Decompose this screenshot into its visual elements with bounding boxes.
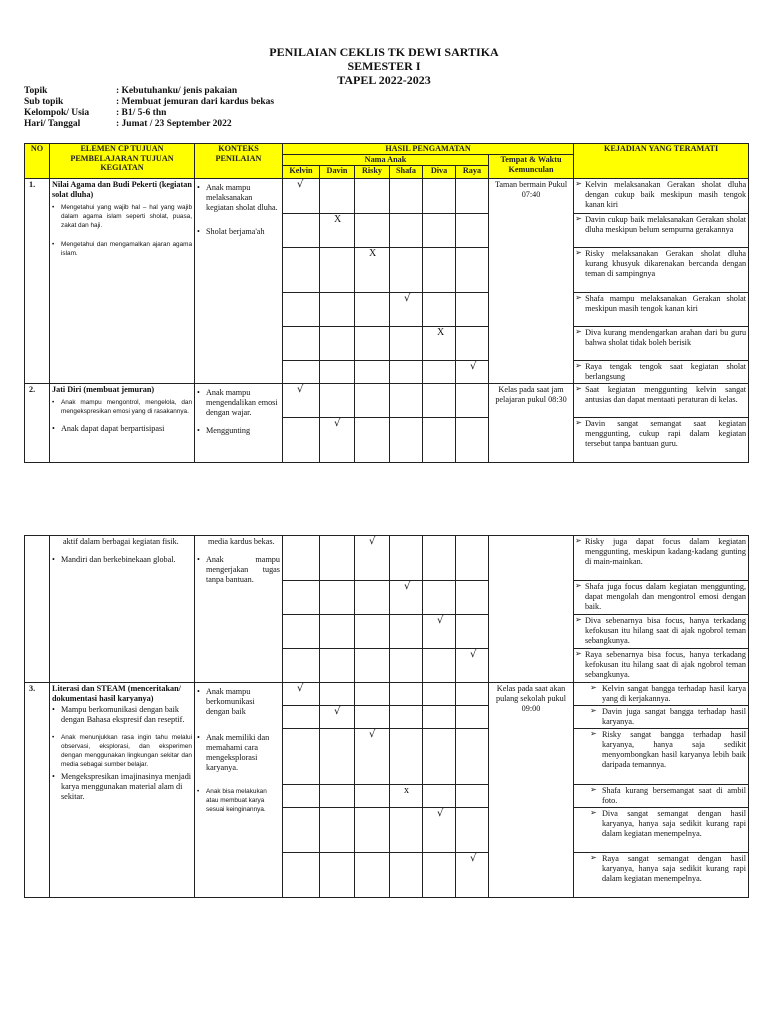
check-mark: √	[320, 706, 355, 729]
section2-observation: ➢ Risky juga dapat focus dalam kegiatan menggunting, meskipun kadang-kadang gunting di main-mainkan.	[574, 536, 749, 581]
section1-tempat: Taman bermain Pukul 07:40	[489, 178, 574, 383]
check-mark: √	[456, 649, 489, 683]
check-mark: √	[390, 292, 423, 326]
section2-konteks-cont	[195, 536, 283, 683]
x-mark: X	[320, 213, 355, 247]
header-child-diva: Diva	[423, 165, 456, 178]
header-elemen: ELEMEN CP TUJUAN PEMBELAJARAN TUJUAN KEGIATAN	[50, 144, 195, 179]
section1-konteks	[195, 178, 283, 383]
section3-konteks-item: • Anak bisa melakukan atau membuat karya sesuai keinginannya.	[197, 787, 280, 814]
section2-tempat-cont	[489, 536, 574, 683]
section2-konteks-cont-text: media kardus bekas.	[208, 537, 275, 546]
meta-subtopik: Sub topik : Membuat jemuran dari kardus bekas	[24, 97, 275, 107]
section1-observation: ➢ Raya tengak tengok saat kegiatan sholat berlangsung	[574, 360, 749, 383]
section3-observation: ➢ Raya sangat semangat dengan hasil karyanya, hanya saja sedikit kurang rapi dalam kegiatan menempelnya.	[574, 853, 749, 898]
section1-observation: ➢ Davin cukup baik melaksanakan Gerakan sholat dluha meskipun belum sempurna gerakannya	[574, 213, 749, 247]
check-mark: √	[355, 536, 390, 581]
section2-observation: ➢ Davin sangat semangat saat kegiatan menggunting, cukup rapi dalam kegiatan tersebut tanpa bantuan guru.	[574, 417, 749, 462]
section3-no: 3.	[25, 683, 50, 898]
section2-observation: ➢ Saat kegiatan menggunting kelvin sangat antusias dan dapat mentaati peraturan di kelas.	[574, 383, 749, 417]
check-mark: √	[283, 683, 320, 706]
section2-elemen-cont	[50, 536, 195, 683]
table-row	[25, 536, 749, 581]
section2-observation: ➢ Raya sebenarnya bisa focus, hanya terkadang kefokusan itu hilang saat di ajak ngobrol teman sebangkunya.	[574, 649, 749, 683]
section1-point: • Mengetahui yang wajib hal – hal yang wajib dalam agama islam seperti sholat, puasa, zakat dan haji.	[52, 203, 192, 230]
table-row	[25, 383, 749, 417]
section1-title: Nilai Agama dan Budi Pekerti (kegiatan solat dluha)	[52, 179, 192, 199]
section3-observation: ➢ Davin juga sangat bangga terhadap hasil karyanya.	[574, 706, 749, 729]
section1-observation: ➢ Shafa mampu melaksanakan Gerakan sholat meskipun masih tengok kanan kiri	[574, 292, 749, 326]
table-row	[25, 683, 749, 706]
section2-tempat: Kelas pada saat jam pelajaran pukul 08:30	[489, 383, 574, 462]
section3-tempat: Kelas pada saat akan pulang sekolah pukul 09:00	[489, 683, 574, 898]
assessment-table-part1	[24, 143, 749, 463]
section2-konteks-item: • Anak mampu mengendalikan emosi dengan wajar.	[197, 388, 280, 418]
meta-kelompok: Kelompok/ Usia : B1/ 5-6 thn	[24, 108, 167, 118]
section3-point: • Mengekspresikan imajinasinya menjadi karya menggunakan material alam di sekitar.	[52, 772, 192, 802]
table-row	[25, 178, 749, 213]
check-mark: √	[355, 729, 390, 785]
x-mark: x	[390, 785, 423, 808]
header-child-davin: Davin	[320, 165, 355, 178]
page-title-line3: TAPEL 2022-2023	[337, 73, 431, 87]
header-kejadian: KEJADIAN YANG TERAMATI	[574, 144, 749, 179]
meta-tanggal: Hari/ Tanggal : Jumat / 23 September 2022	[24, 119, 232, 129]
header-child-risky: Risky	[355, 165, 390, 178]
x-mark: X	[423, 326, 456, 360]
section2-no: 2.	[25, 383, 50, 462]
section3-konteks	[195, 683, 283, 898]
section2-konteks-item: • Anak mampu mengerjakan tugas tanpa bantuan.	[197, 555, 280, 585]
section3-konteks-item: • Anak memiliki dan memahami cara mengeksplorasi karyanya.	[197, 733, 280, 773]
section2-no-cont	[25, 536, 50, 683]
section1-elemen	[50, 178, 195, 383]
section2-point: • Anak dapat dapat berpartisipasi	[52, 424, 192, 433]
check-mark: √	[283, 383, 320, 417]
page-title-line1: PENILAIAN CEKLIS TK DEWI SARTIKA	[269, 45, 499, 59]
page-title-line2: SEMESTER I	[347, 59, 421, 73]
section1-point: • Mengetahui dan mengamalkan ajaran agama islam.	[52, 240, 192, 258]
section3-elemen	[50, 683, 195, 898]
section2-title: Jati Diri (membuat jemuran)	[52, 384, 155, 394]
header-nama-anak: Nama Anak	[283, 155, 489, 166]
header-no: NO	[25, 144, 50, 179]
section2-point: • Mandiri dan berkebinekaan global.	[52, 555, 192, 565]
section2-cont-text: aktif dalam berbagai kegiatan fisik.	[63, 537, 179, 546]
section2-konteks-item: • Menggunting	[197, 426, 280, 436]
header-konteks: KONTEKS PENILAIAN	[195, 144, 283, 179]
section2-konteks	[195, 383, 283, 462]
section1-konteks-item: • Sholat berjama'ah	[197, 227, 280, 237]
header-child-raya: Raya	[456, 165, 489, 178]
meta-block	[24, 86, 274, 130]
section3-title: Literasi dan STEAM (menceritakan/ dokumentasi hasil karyanya)	[52, 684, 181, 703]
section2-elemen	[50, 383, 195, 462]
header-tempat: Tempat & Waktu Kemunculan	[489, 155, 574, 179]
header-child-kelvin: Kelvin	[283, 165, 320, 178]
assessment-table-part2	[24, 535, 749, 898]
section1-observation: ➢ Kelvin melaksanakan Gerakan sholat dluha dengan cukup baik meskipun masih tengok kanan kiri	[574, 178, 749, 213]
x-mark: X	[355, 247, 390, 292]
header-child-shafa: Shafa	[390, 165, 423, 178]
check-mark: √	[423, 615, 456, 649]
section3-observation: ➢ Shafa kurang bersemangat saat di ambil foto.	[574, 785, 749, 808]
header-hasil: HASIL PENGAMATAN	[283, 144, 574, 155]
section3-observation: ➢ Kelvin sangat bangga terhadap hasil karya yang di kerjakannya.	[574, 683, 749, 706]
check-mark: √	[423, 808, 456, 853]
section1-no: 1.	[25, 178, 50, 383]
check-mark: √	[456, 360, 489, 383]
section3-point: • Mampu berkomunikasi dengan baik dengan Bahasa ekspresif dan reseptif.	[52, 705, 192, 725]
section1-konteks-item: • Anak mampu melaksanakan kegiatan sholat dluha.	[197, 183, 280, 213]
section1-observation: ➢ Diva kurang mendengarkan arahan dari bu guru bahwa sholat tidak boleh berisik	[574, 326, 749, 360]
check-mark: √	[283, 178, 320, 213]
section2-observation: ➢ Shafa juga focus dalam kegiatan menggunting, dapat mengolah dan mengontrol emosi dengan baik.	[574, 581, 749, 615]
section3-observation: ➢ Diva sangat semangat dengan hasil karyanya, hanya saja sedikit kurang rapi dalam kegiatan menempelnya.	[574, 808, 749, 853]
section1-observation: ➢ Risky melaksanakan Gerakan sholat dluha kurang khusyuk dikarenakan bercanda dengan teman di sampingnya	[574, 247, 749, 292]
section2-observation: ➢ Diva sebenarnya bisa focus, hanya terkadang kefokusan itu hilang saat di ajak ngobrol teman sebangkunya.	[574, 615, 749, 649]
section3-observation: ➢ Risky sangat bangga terhadap hasil karyanya, hanya saja sedikit menyombongkan hasil karyanya lebih baik daripada temannya.	[574, 729, 749, 785]
section2-point: • Anak mampu mengontrol, mengelola, dan mengekspresikan emosi yang di rasakannya.	[52, 398, 192, 416]
check-mark: √	[390, 581, 423, 615]
check-mark: √	[456, 853, 489, 898]
section3-konteks-item: • Anak mampu berkomunikasi dengan baik	[197, 687, 280, 717]
meta-topik: Topik : Kebutuhanku/ jenis pakaian	[24, 86, 238, 96]
section3-point: • Anak menunjukkan rasa ingin tahu melalui observasi, eksplorasi, dan eksperimen dengan menggunakan lingkungan sekitar dan media sebagai sumber belajar.	[52, 733, 192, 769]
check-mark: √	[320, 417, 355, 462]
